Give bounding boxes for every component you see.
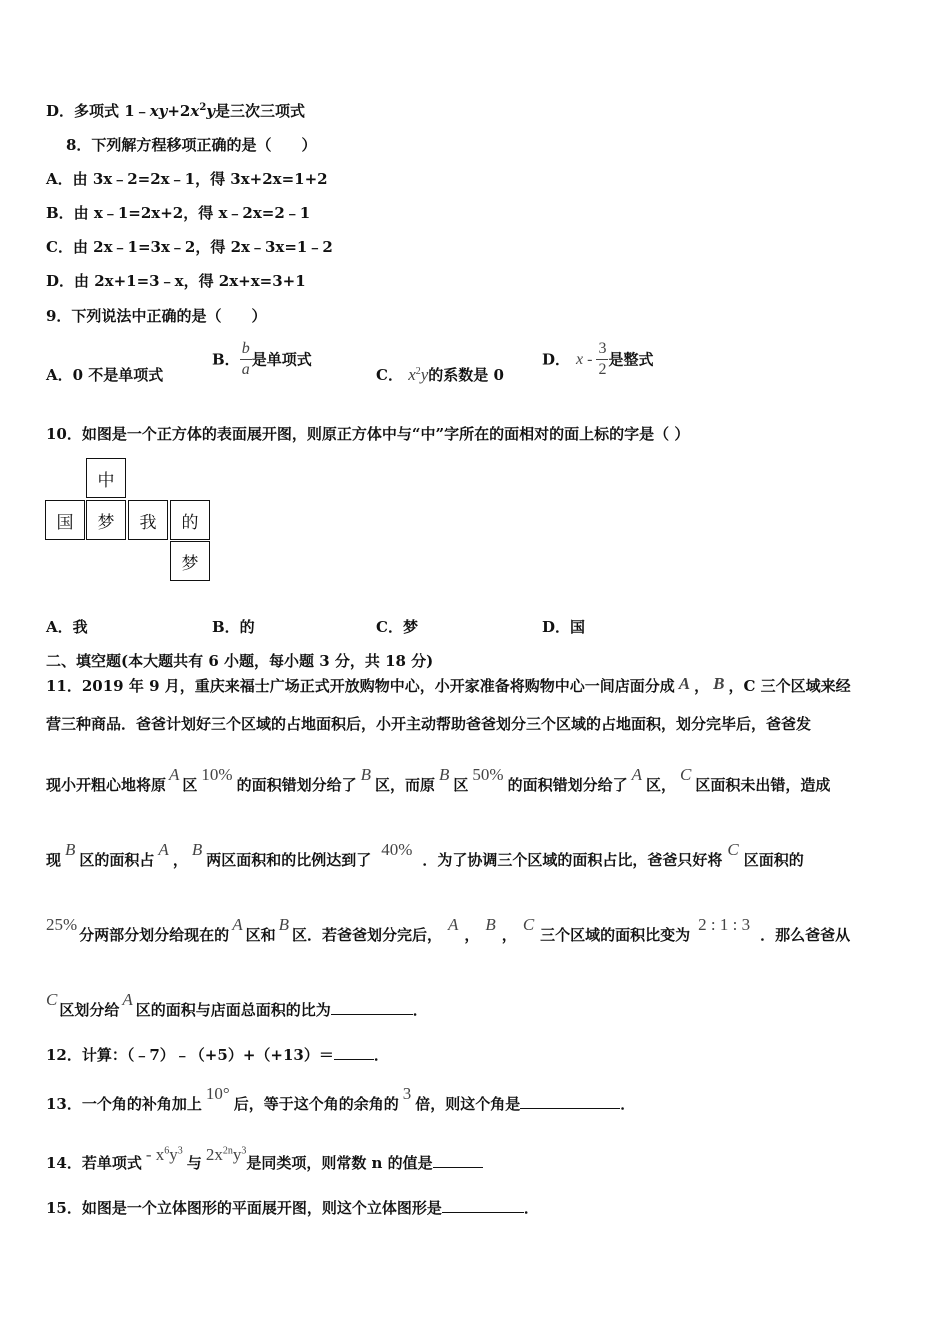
q11-line-2: 营三种商品．爸爸计划好三个区域的占地面积后，小开主动帮助爸爸划分三个区域的占地面积，划分完毕后，爸爸发 xyxy=(46,715,812,733)
q14-monomial-2: $2x^{2n}y^3$ xyxy=(205,1145,247,1164)
q9-stem: 9．下列说法中正确的是（ ） xyxy=(46,307,267,325)
q13: 13．一个角的补角加上10°后，等于这个角的余角的3倍，则这个角是 ． xyxy=(46,1084,636,1113)
q14-monomial-1: - $x^6y^3$ xyxy=(145,1145,183,1164)
q8-option-a: A．由 3x﹣2=2x﹣1，得 3x+2x=1+2 xyxy=(46,170,328,188)
net-cell-3: 我 xyxy=(128,500,168,540)
q9-b-fraction: $\frac{b}{a}$ xyxy=(241,340,250,378)
q10-option-d: D．国 xyxy=(542,618,586,636)
q9-option-b: B． $\frac{b}{a}$ 是单项式 xyxy=(212,340,312,378)
net-cell-4: 的 xyxy=(170,500,210,540)
q12-answer-blank[interactable] xyxy=(334,1045,374,1060)
net-cell-2: 梦 xyxy=(86,500,126,540)
q13-answer-blank[interactable] xyxy=(520,1094,620,1109)
q8-stem: 8．下列解方程移项正确的是（ ） xyxy=(66,136,317,154)
section-2-heading: 二、填空题(本大题共有 6 小题，每小题 3 分，共 18 分) xyxy=(46,652,434,670)
q8-option-d: D．由 2x+1=3﹣x，得 2x+x=3+1 xyxy=(46,272,306,290)
q10-stem: 10．如图是一个正方体的表面展开图，则原正方体中与“中”字所在的面相对的面上标的字是（ ） xyxy=(46,425,690,443)
q11-line-3: 现小开粗心地将原A区10%的面积错划分给了B区，而原B区50%的面积错划分给了A区，C区面积未出错，造成 xyxy=(46,765,831,794)
q10-option-a: A．我 xyxy=(46,618,88,636)
q9-option-a: A．0 不是单项式 xyxy=(46,366,164,384)
q11-line-1: 11．2019 年 9 月，重庆来福士广场正式开放购物中心，小开家准备将购物中心一间店面分成 A ， B ，C 三个区域来经 xyxy=(46,674,851,695)
q12: 12．计算：（﹣7）﹣（+5）+（+13）＝ ． xyxy=(46,1046,389,1064)
q11-line-4: 现B区的面积占A，B两区面积和的比例达到了40%．为了协调三个区域的面积占比，爸爸只好将C区面积的 xyxy=(46,840,804,869)
q7-option-d: D．多项式 $1﹣xy+2x^2y$是三次三项式 xyxy=(46,102,306,120)
q14: 14．若单项式 - $x^6y^3$与 $2x^{2n}y^3$是同类项，则常数 n 的值是 xyxy=(46,1153,483,1173)
q15: 15．如图是一个立体图形的平面展开图，则这个立体图形是 ． xyxy=(46,1199,539,1217)
q8-option-b: B．由 x﹣1=2x+2，得 x﹣2x=2﹣1 xyxy=(46,204,311,222)
q15-answer-blank[interactable] xyxy=(442,1198,524,1213)
net-cell-bottom: 梦 xyxy=(170,541,210,581)
q9-option-d: D． x - $\frac{3}{2}$ 是整式 xyxy=(542,340,654,378)
q9-option-c: C． $x^2y$的系数是 0 xyxy=(376,365,504,384)
q10-option-b: B．的 xyxy=(212,618,255,636)
q11-line-5: 25%分两部分划分给现在的A区和B区．若爸爸划分完后，A，B，C三个区域的面积比变为2 : 1 : 3．那么爸爸从 xyxy=(46,915,851,944)
net-cell-1: 国 xyxy=(45,500,85,540)
q8-option-c: C．由 2x﹣1=3x﹣2，得 2x﹣3x=1﹣2 xyxy=(46,238,333,256)
net-cell-top: 中 xyxy=(86,458,126,498)
q10-option-c: C．梦 xyxy=(376,618,418,636)
q11-line-6: C区划分给A区的面积与店面总面积的比为 ． xyxy=(46,990,428,1019)
q14-answer-blank[interactable] xyxy=(433,1153,483,1168)
q11-answer-blank[interactable] xyxy=(331,1000,413,1015)
q9-d-fraction: $\frac{3}{2}$ xyxy=(598,340,607,378)
